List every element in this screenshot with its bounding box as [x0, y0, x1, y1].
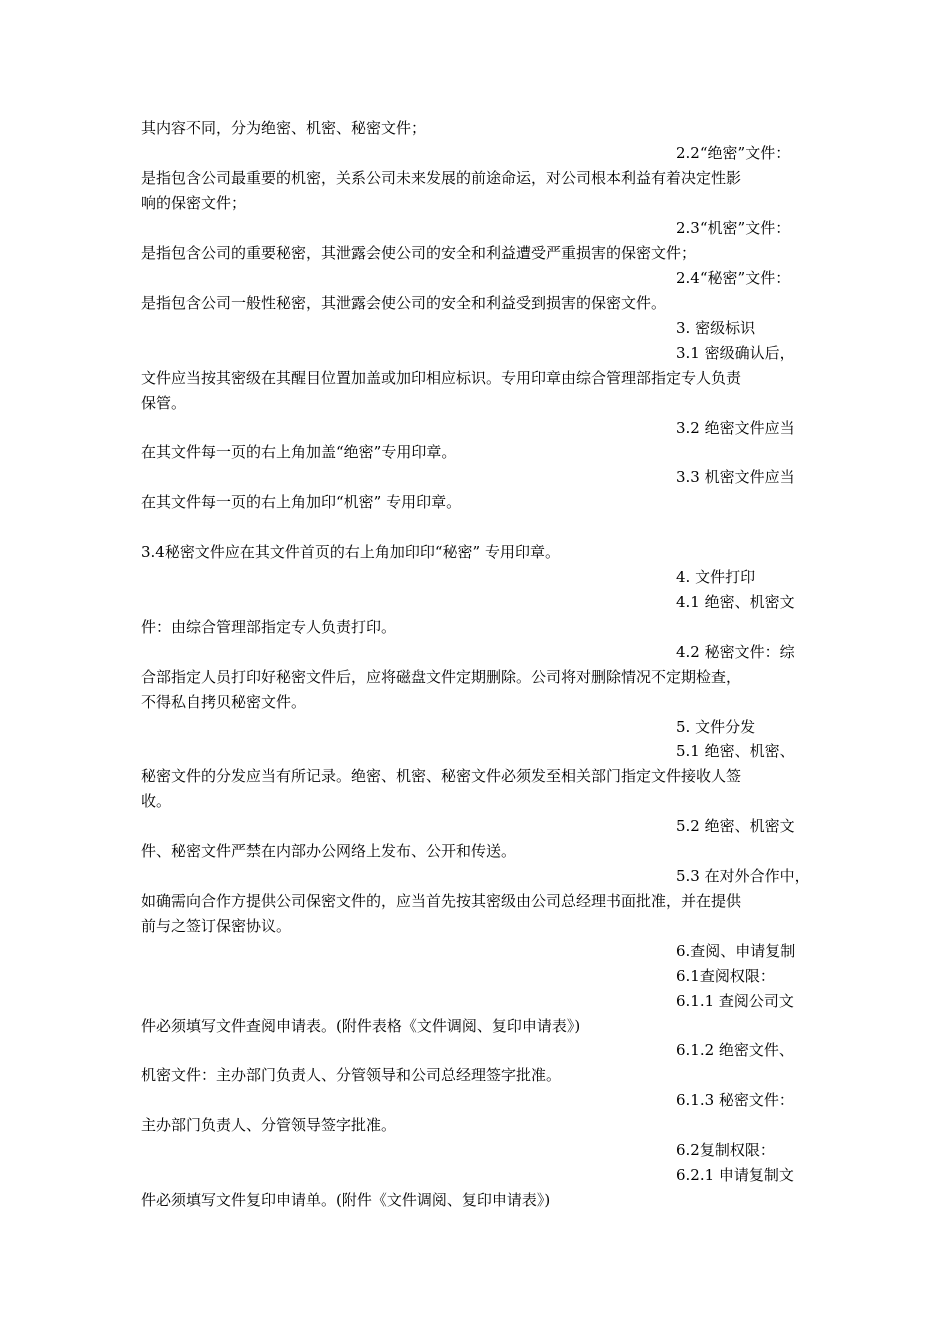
text-line: 合部指定人员打印好秘密文件后，应将磁盘文件定期删除。公司将对删除情况不定期检查，: [141, 668, 742, 686]
text-line: 响的保密文件；: [141, 194, 247, 212]
section-heading: 5.2 绝密、机密文: [676, 817, 795, 835]
text-line: 如确需向合作方提供公司保密文件的，应当首先按其密级由公司总经理书面批准，并在提供: [141, 892, 742, 910]
text-line: 主办部门负责人、分管领导签字批准。: [141, 1116, 397, 1134]
text-line: 是指包含公司最重要的机密，关系公司未来发展的前途命运，对公司根本利益有着决定性影: [141, 169, 742, 187]
text-line: 保管。: [141, 394, 187, 412]
section-heading: 2.3“机密”文件：: [676, 219, 791, 237]
text-line: 件必须填写文件复印申请单。(附件《文件调阅、复印申请表》): [141, 1191, 551, 1209]
section-heading: 3.2 绝密文件应当: [676, 419, 795, 437]
section-heading: 6.1.1 查阅公司文: [676, 992, 794, 1010]
section-heading: 3.3 机密文件应当: [676, 468, 795, 486]
section-heading: 4. 文件打印: [676, 568, 756, 586]
section-heading: 6.1查阅权限：: [676, 967, 775, 985]
text-line: 不得私自拷贝秘密文件。: [141, 693, 307, 711]
text-line: 件：由综合管理部指定专人负责打印。: [141, 618, 397, 636]
section-heading: 6.2.1 申请复制文: [676, 1166, 794, 1184]
section-heading: 5.1 绝密、机密、: [676, 742, 795, 760]
section-heading: 2.4“秘密”文件：: [676, 269, 791, 287]
text-line: 文件应当按其密级在其醒目位置加盖或加印相应标识。专用印章由综合管理部指定专人负责: [141, 369, 742, 387]
text-line: 件、秘密文件严禁在内部办公网络上发布、公开和传送。: [141, 842, 517, 860]
section-heading: 6.查阅、申请复制: [676, 942, 796, 960]
section-heading: 6.1.3 秘密文件：: [676, 1091, 794, 1109]
text-line: 机密文件：主办部门负责人、分管领导和公司总经理签字批准。: [141, 1066, 562, 1084]
section-heading: 3.1 密级确认后，: [676, 344, 795, 362]
section-heading: 2.2“绝密”文件：: [676, 144, 791, 162]
text-line: 是指包含公司一般性秘密，其泄露会使公司的安全和利益受到损害的保密文件。: [141, 294, 667, 312]
section-heading: 6.2复制权限：: [676, 1141, 775, 1159]
text-line: 收。: [141, 792, 172, 810]
text-line: 是指包含公司的重要秘密，其泄露会使公司的安全和利益遭受严重损害的保密文件；: [141, 244, 697, 262]
text-line: 件必须填写文件查阅申请表。(附件表格《文件调阅、复印申请表》): [141, 1017, 581, 1035]
text-line: 3.4秘密文件应在其文件首页的右上角加印印“秘密” 专用印章。: [141, 543, 560, 561]
section-heading: 3. 密级标识: [676, 319, 756, 337]
text-line: 其内容不同，分为绝密、机密、秘密文件；: [141, 119, 427, 137]
text-line: 在其文件每一页的右上角加盖“绝密”专用印章。: [141, 443, 457, 461]
section-heading: 5.3 在对外合作中，: [676, 867, 810, 885]
text-line: 在其文件每一页的右上角加印“机密” 专用印章。: [141, 493, 462, 511]
section-heading: 5. 文件分发: [676, 718, 756, 736]
section-heading: 4.2 秘密文件：综: [676, 643, 795, 661]
text-line: 秘密文件的分发应当有所记录。绝密、机密、秘密文件必须发至相关部门指定文件接收人签: [141, 767, 742, 785]
text-line: 前与之签订保密协议。: [141, 917, 292, 935]
section-heading: 4.1 绝密、机密文: [676, 593, 795, 611]
section-heading: 6.1.2 绝密文件、: [676, 1041, 794, 1059]
